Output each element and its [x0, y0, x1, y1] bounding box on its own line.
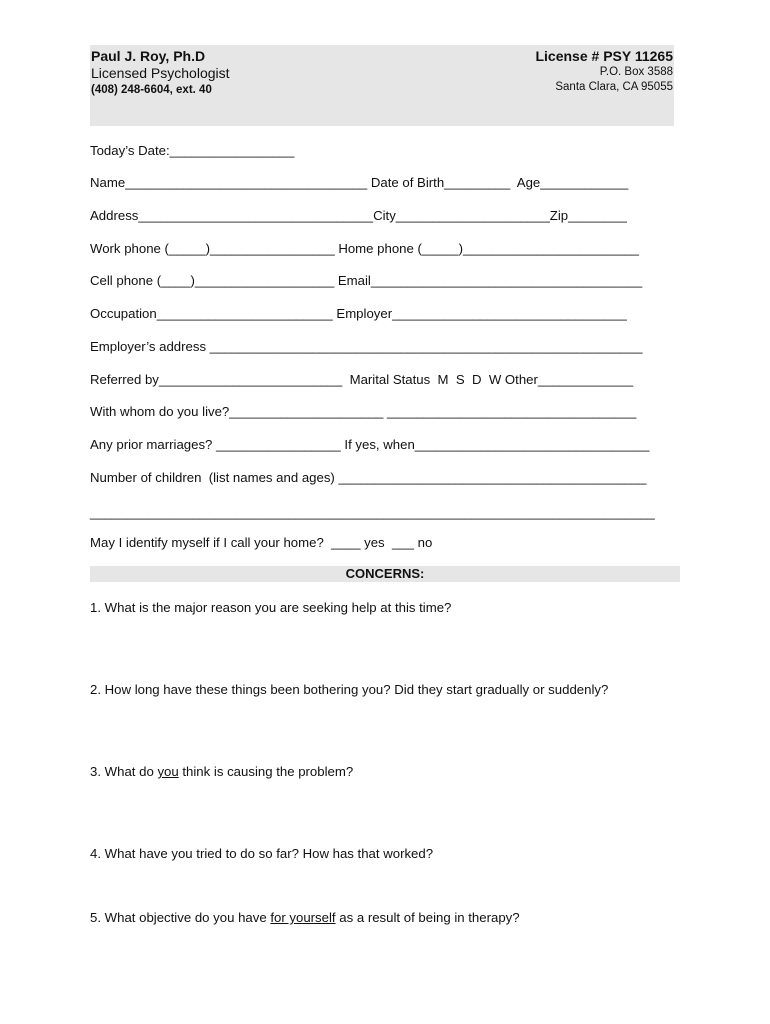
todays-date-field[interactable]: Today’s Date:_________________: [90, 143, 295, 158]
identify-permission-field[interactable]: May I identify myself if I call your home? ____ yes ___ no: [90, 535, 433, 550]
question-4: 4. What have you tried to do so far? How has that worked?: [90, 846, 434, 861]
psychologist-name: Paul J. Roy, Ph.D: [91, 48, 206, 64]
question-3-pre: 3. What do: [90, 764, 158, 779]
referred-marital-field[interactable]: Referred by_________________________ Marital Status M S D W Other_____________: [90, 372, 634, 387]
psychologist-title: Licensed Psychologist: [91, 65, 230, 81]
license-number: License # PSY 11265: [535, 48, 673, 64]
question-5-pre: 5. What objective do you have: [90, 910, 271, 925]
letterhead-left: [91, 48, 230, 98]
question-5-emphasis: for yourself: [270, 910, 336, 925]
name-dob-age-field[interactable]: Name_________________________________ Date of Birth_________ Age____________: [90, 175, 629, 190]
prior-marriages-field[interactable]: Any prior marriages? _________________ If yes, when________________________________: [90, 437, 650, 452]
concerns-heading: CONCERNS:: [90, 566, 680, 582]
city-state: Santa Clara, CA 95055: [555, 81, 673, 93]
po-box: P.O. Box 3588: [599, 66, 673, 78]
psychologist-phone: (408) 248-6604, ext. 40: [91, 84, 212, 96]
question-1: 1. What is the major reason you are seeking help at this time?: [90, 600, 452, 615]
occupation-employer-field[interactable]: Occupation________________________ Employer________________________________: [90, 306, 627, 321]
cell-email-field[interactable]: Cell phone (____)___________________ Email_____________________________________: [90, 273, 643, 288]
children-continuation-field[interactable]: _____________________________________________________________________________: [90, 505, 655, 520]
phone-field[interactable]: Work phone (_____)_________________ Home phone (_____)________________________: [90, 241, 639, 256]
question-5: [90, 910, 520, 926]
question-2: 2. How long have these things been bothering you? Did they start gradually or suddenly?: [90, 682, 609, 697]
employer-address-field[interactable]: Employer’s address ___________________________________________________________: [90, 339, 643, 354]
question-5-post: as a result of being in therapy?: [335, 910, 520, 925]
live-with-field[interactable]: With whom do you live?_____________________ __________________________________: [90, 404, 637, 419]
address-field[interactable]: Address________________________________City_____________________Zip________: [90, 208, 627, 223]
question-3: [90, 764, 353, 780]
question-3-post: think is causing the problem?: [178, 764, 354, 779]
letterhead: [90, 45, 674, 126]
children-field[interactable]: Number of children (list names and ages) __________________________________________: [90, 470, 647, 485]
letterhead-right: [535, 48, 673, 95]
question-3-emphasis: you: [157, 764, 179, 779]
